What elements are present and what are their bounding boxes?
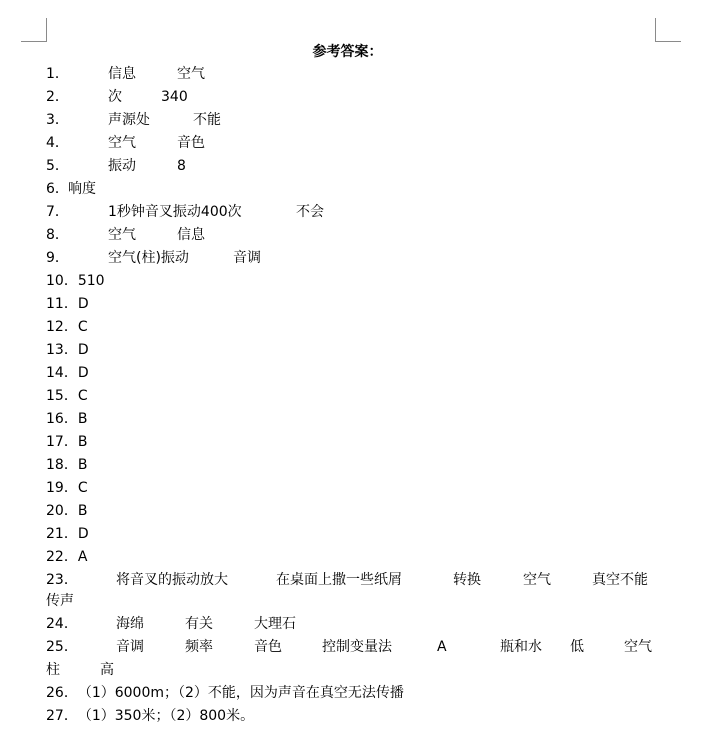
answer-row-5: 5． 振动 8 xyxy=(46,158,186,174)
answer-row-9: 9． 空气(柱)振动 音调 xyxy=(46,250,261,266)
answer-row-26: 26．（1）6000m；（2）不能，因为声音在真空无法传播 xyxy=(46,685,404,701)
crop-mark-top-left xyxy=(21,18,47,42)
page-title: 参考答案： xyxy=(312,44,383,60)
answer-row-25-continuation: 柱 高 xyxy=(46,662,114,678)
answer-row-23-continuation: 传声 xyxy=(46,593,74,609)
answer-row-14: 14．D xyxy=(46,365,89,381)
answer-row-15: 15．C xyxy=(46,388,88,404)
answer-row-20: 20．B xyxy=(46,503,88,519)
answer-row-13: 13．D xyxy=(46,342,89,358)
answer-row-19: 19．C xyxy=(46,480,88,496)
crop-mark-top-right xyxy=(655,18,681,42)
answer-row-11: 11．D xyxy=(46,296,89,312)
answer-row-4: 4． 空气 音色 xyxy=(46,135,205,151)
answer-row-1: 1． 信息 空气 xyxy=(46,66,205,82)
answer-row-17: 17．B xyxy=(46,434,88,450)
answer-row-21: 21．D xyxy=(46,526,89,542)
answer-row-27: 27．（1）350米；（2）800米。 xyxy=(46,708,255,724)
answer-row-16: 16．B xyxy=(46,411,88,427)
answer-row-10: 10．510 xyxy=(46,273,105,289)
answer-list xyxy=(46,63,658,728)
answer-row-23: 23． 将音叉的振动放大 在桌面上撒一些纸屑 转换 空气 真空不能 xyxy=(46,572,648,588)
answer-row-6: 6． 响度 xyxy=(46,181,96,197)
answer-row-8: 8． 空气 信息 xyxy=(46,227,205,243)
answer-row-2: 2． 次 340 xyxy=(46,89,188,105)
answer-row-18: 18．B xyxy=(46,457,88,473)
wrapped-text: 柱 xyxy=(46,662,60,678)
answer-row-3: 3． 声源处 不能 xyxy=(46,112,221,128)
answer-row-22: 22．A xyxy=(46,549,88,565)
answer-row-24: 24． 海绵 有关 大理石 xyxy=(46,616,296,632)
answer-row-12: 12．C xyxy=(46,319,88,335)
answer-row-25: 25． 音调 频率 音色 控制变量法 A 瓶和水 低 空气 xyxy=(46,639,652,655)
answer-row-7: 7． 1秒钟音叉振动400次 不会 xyxy=(46,204,324,220)
